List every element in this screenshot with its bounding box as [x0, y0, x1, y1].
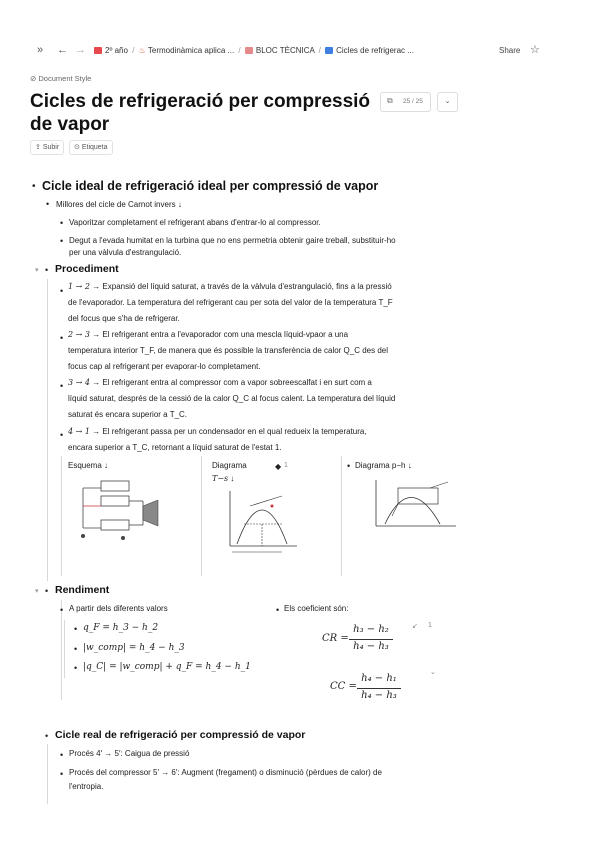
indent-guide [47, 279, 48, 581]
breadcrumb-separator: / [132, 46, 135, 55]
bullet: • [60, 286, 64, 296]
figure-title: Diagrama [212, 461, 247, 470]
step-3-4[interactable]: 3 → 4 → El refrigerant entra al compressor com a vapor sobreescalfat i en surt com a líquid saturat, després de la cessió de la calor Q_C al focus calent. La temperatura del líquid saturat és encara superior a T_C. [68, 378, 396, 419]
fraction-bar [357, 688, 401, 689]
breadcrumb-item-year[interactable] [94, 46, 128, 55]
comment-count: 1 [428, 622, 432, 629]
real-item-2[interactable]: Procés del compressor 5′ → 6′: Augment (fregament) o disminució (pèrdues de calor) de [69, 768, 382, 777]
step-text: saturat és encara superior a T_C. [68, 410, 188, 419]
version-pager[interactable] [380, 92, 431, 112]
breadcrumb-separator: / [318, 46, 321, 55]
column-divider [341, 456, 342, 576]
step-text: del focus que s'ha de refrigerar. [68, 314, 180, 323]
share-button[interactable]: Share [499, 46, 521, 55]
indent-guide [64, 620, 65, 678]
tag-label: Etiqueta [81, 144, 108, 151]
collapse-sidebar-icon[interactable]: » [37, 44, 44, 56]
heading-ideal[interactable]: Cicle ideal de refrigeració ideal per compressió de vapor [42, 179, 379, 193]
carnot-label[interactable] [56, 197, 182, 213]
upload-chip[interactable] [30, 140, 64, 155]
bullet: • [46, 199, 50, 209]
document-style-link[interactable] [30, 74, 91, 83]
figure-label-ph[interactable] [355, 458, 412, 474]
formula-qf[interactable]: q_F = h_3 − h_2 [83, 623, 159, 633]
comment-count: 1 [284, 462, 288, 469]
comment-icon[interactable]: ◆ [275, 462, 282, 471]
formula-qc[interactable]: |q_C| = |w_comp| + q_F = h_4 − h_1 [83, 662, 251, 672]
step-text: líquid saturat, després de la cessió de la calor Q_C al focus calent. La temperatura del líquid [68, 394, 396, 403]
step-1-2[interactable]: 1 → 2 → Expansió del líquid saturat, a través de la vàlvula d'estrangulació, fins a la pressió de l'evaporador. La temperatura del refrigerant cau per sota del valor de la temperatura T_F del focus que s'ha de refrigerar. [68, 282, 393, 323]
carnot-text: Millores del cicle de Carnot invers [56, 200, 176, 209]
indent-guide [47, 744, 48, 804]
arrow-down-icon: ↓ [407, 461, 412, 470]
step-text: encara superior a T_C, retornant a líquid saturat de l'estat 1. [68, 443, 282, 452]
list-item-continuation[interactable]: per una vàlvula d'estrangulació. [69, 248, 182, 257]
step-text: de l'evaporador. La temperatura del refrigerant cau per sota del valor de la temperatura T_F [68, 298, 393, 307]
breadcrumb-label: 2º año [105, 46, 128, 55]
bullet: • [60, 769, 64, 779]
esquema-image[interactable] [68, 476, 168, 546]
bullet: • [74, 644, 78, 654]
cr-lhs: CR = [322, 633, 349, 644]
breadcrumb-label: BLOC TÈCNICA [255, 46, 315, 55]
bullet: • [60, 333, 64, 343]
flame-icon: ♨ [138, 46, 146, 55]
chevron-down-icon[interactable]: ⌄ [437, 92, 458, 112]
ts-diagram-image[interactable] [222, 486, 302, 561]
document-style-label: Document Style [38, 74, 92, 83]
figure-label-esquema[interactable] [68, 458, 108, 474]
folder-icon [94, 47, 102, 54]
breadcrumb [94, 46, 414, 55]
upload-icon: ⇪ [35, 144, 41, 151]
step-label: 4 → 1 [68, 427, 90, 436]
breadcrumb-label: Termodinàmica aplica ... [147, 46, 235, 55]
step-text: El refrigerant entra a l'evaporador com una mescla líquid-vpaor a una [102, 330, 349, 339]
arrow-down-icon: ↓ [230, 474, 235, 483]
top-bar [0, 38, 600, 66]
bullet: • [60, 430, 64, 440]
ph-diagram-image[interactable] [370, 476, 460, 531]
forward-arrow-icon[interactable]: → [75, 44, 86, 56]
figure-title: Diagrama p−h [355, 461, 406, 470]
bullet: • [74, 624, 78, 634]
palette-icon: ⊘ [30, 74, 37, 83]
step-label: 3 → 4 [68, 378, 90, 387]
step-text: Expansió del líquid saturat, a través de la vàlvula d'estrangulació, fins a la pressió [102, 282, 392, 291]
bullet: • [60, 218, 64, 228]
indent-guide [61, 600, 62, 700]
column-divider [201, 456, 202, 576]
cc-denominator: h₄ − h₃ [361, 690, 397, 701]
tag-chip[interactable] [69, 140, 113, 155]
bullet: • [45, 586, 49, 596]
bullet: • [60, 750, 64, 760]
heading-real[interactable]: Cicle real de refrigeració per compressió de vapor [55, 729, 306, 741]
bullet: • [347, 461, 351, 471]
heading-procediment[interactable]: Procediment [55, 263, 119, 275]
bullet: • [276, 605, 280, 615]
breadcrumb-item-termo[interactable] [139, 46, 235, 55]
chevron-down-icon[interactable]: ⌄ [430, 669, 436, 676]
bullet: • [45, 265, 49, 275]
step-text: temperatura interior T_F, de manera que és possible la transferència de calor Q_C des del [68, 346, 389, 355]
arrow-down-icon: ↓ [104, 461, 109, 470]
list-item[interactable]: Degut a l'evada humitat en la turbina que no ens permetria obtenir gaire treball, substituir-ho [69, 236, 396, 245]
fraction-bar [349, 639, 393, 640]
step-label: 2 → 3 [68, 330, 90, 339]
bullet: • [74, 663, 78, 673]
bullet: • [60, 236, 64, 246]
collapse-toggle-icon[interactable]: ▾ [35, 267, 39, 274]
copy-icon: ⧉ [387, 96, 393, 105]
cr-numerator: h₃ − h₂ [353, 624, 389, 635]
bullet: • [60, 605, 64, 615]
star-icon[interactable]: ☆ [530, 44, 540, 56]
arrow-down-icon: ↓ [177, 200, 182, 209]
cc-lhs: CC = [330, 681, 357, 692]
real-item-2-continuation[interactable]: l'entropia. [69, 782, 104, 791]
upload-label: Subir [42, 144, 60, 151]
step-4-1[interactable]: 4 → 1 → El refrigerant passa per un condensador en el qual redueix la temperatura, encara superior a T_C, retornant a líquid saturat de l'estat 1. [68, 427, 367, 452]
cc-numerator: h₄ − h₁ [361, 673, 397, 684]
rendiment-right-label[interactable]: Els coeficient són: [284, 604, 349, 613]
breadcrumb-item-cicles[interactable] [325, 46, 414, 55]
figure-subtitle: T−s [212, 474, 229, 483]
back-arrow-icon[interactable]: ← [57, 44, 68, 56]
step-2-3[interactable]: 2 → 3 → El refrigerant entra a l'evaporador com una mescla líquid-vpaor a una temperatura interior T_F, de manera que és possible la transferència de calor Q_C des del focus cap al refrigerant per evaporar-lo completament. [68, 330, 389, 371]
bullet: • [45, 731, 49, 741]
figure-title: Esquema [68, 461, 102, 470]
step-text: El refrigerant entra al compressor com a vapor sobreescalfat i en surt com a [102, 378, 372, 387]
breadcrumb-separator: / [238, 46, 241, 55]
tag-icon: ⊙ [74, 144, 80, 151]
list-item[interactable]: Vaporitzar completament el refrigerant abans d'entrar-lo al compressor. [69, 218, 321, 227]
page-title[interactable]: Cicles de refrigeració per compressió de vapor [30, 91, 371, 135]
figure-sub-ts [212, 471, 234, 487]
step-text: focus cap al refrigerant per evaporar-lo completament. [68, 362, 261, 371]
bullet: • [60, 381, 64, 391]
cr-denominator: h₄ − h₃ [353, 641, 389, 652]
formula-wcomp[interactable]: |w_comp| = h_4 − h_3 [83, 643, 185, 653]
rendiment-left-label[interactable]: A partir dels diferents valors [69, 604, 168, 613]
arrow-icon[interactable]: ↙ [412, 623, 418, 630]
step-text: El refrigerant passa per un condensador en el qual redueix la temperatura, [102, 427, 367, 436]
folder-icon [245, 47, 253, 54]
column-divider [61, 456, 62, 576]
breadcrumb-label: Cicles de refrigerac ... [336, 46, 414, 55]
bullet: • [32, 181, 36, 192]
breadcrumb-item-bloc[interactable] [245, 46, 315, 55]
real-item-1[interactable]: Procés 4′ → 5′: Caigua de pressió [69, 749, 190, 758]
heading-rendiment[interactable]: Rendiment [55, 584, 110, 596]
page-icon [325, 47, 333, 54]
collapse-toggle-icon[interactable]: ▾ [35, 588, 39, 595]
step-label: 1 → 2 [68, 282, 90, 291]
pager-text: 25 / 25 [403, 98, 423, 105]
